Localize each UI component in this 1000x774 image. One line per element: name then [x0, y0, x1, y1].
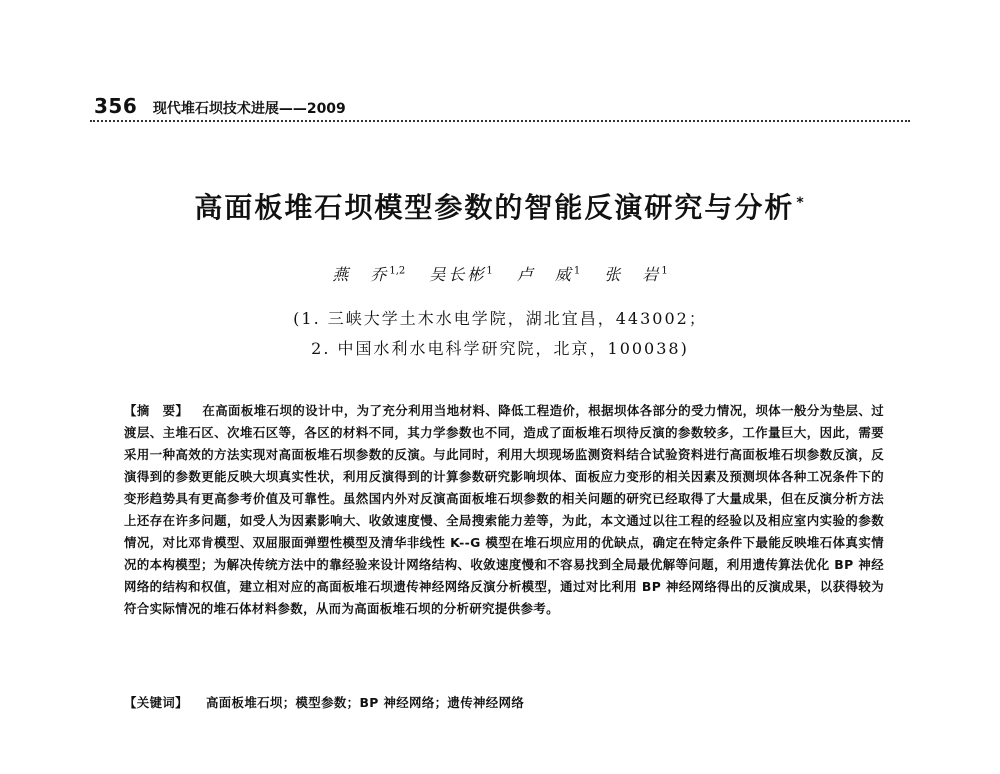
affiliation-2: 2. 中国水利水电科学研究院，北京，100038)	[311, 339, 689, 358]
journal-title: 现代堆石坝技术进展——2009	[152, 101, 346, 117]
author-name: 卢 威	[516, 265, 574, 284]
running-header	[94, 94, 914, 118]
author-list	[0, 262, 1000, 285]
keywords-text: 高面板堆石坝；模型参数；BP 神经网络；遗传神经网络	[205, 695, 525, 710]
author-name: 张 岩	[604, 265, 662, 284]
author-name: 燕 乔	[332, 265, 390, 284]
keywords	[124, 692, 884, 714]
title-footnote-mark: *	[796, 194, 806, 211]
author	[517, 265, 580, 284]
abstract-text: 在高面板堆石坝的设计中，为了充分利用当地材料、降低工程造价，根据坝体各部分的受力情况，坝体一般分为垫层、过渡层、主堆石区、次堆石区等，各区的材料不同，其力学参数也不同，造成了面板堆石坝待反演的参数较多，工作量巨大，因此，需要采用一种高效的方法实现对高面板堆石坝参数的反演。与此同时，利用大坝现场监测资料结合试验资料进行高面板堆石坝参数反演，反演得到的参数更能反映大坝真实性状，利用反演得到的计算参数研究影响坝体、面板应力变形的相关因素及预测坝体各种工况条件下的变形趋势具有更高参考价值及可靠性。虽然国内外对反演高面板堆石坝参数的相关问题的研究已经取得了大量成果，但在反演分析方法上还存在许多问题，如受人为因素影响大、收敛速度慢、全局搜索能力差等，为此，本文通过以往工程的经验以及相应室内实验的参数情况，对比邓肯模型、双屈服面弹塑性模型及清华非线性 K--G 模型在堆石坝应用的优缺点，确定在特定条件下最能反映堆石体真实情况的本构模型；为解决传统方法中的靠经验来设计网络结构、收敛速度慢和不容易找到全局最优解等问题，利用遗传算法优化 BP 神经网络的结构和权值，建立相对应的高面板堆石坝遗传神经网络反演分析模型，通过对比利用 BP 神经网络得出的反演成果，以获得较为符合实际情况的堆石体材料参数，从而为高面板堆石坝的分析研究提供参考。	[124, 403, 885, 616]
author	[429, 265, 492, 284]
author-affiliation-mark: 1	[661, 265, 668, 277]
author	[604, 265, 667, 284]
header-divider	[90, 120, 910, 122]
affiliation-1: (1. 三峡大学土木水电学院，湖北宜昌，443002；	[293, 309, 707, 328]
abstract-label: 【摘 要】	[124, 403, 189, 418]
paper-title-text: 高面板堆石坝模型参数的智能反演研究与分析	[194, 191, 795, 224]
author-affiliation-mark: 1	[486, 265, 493, 277]
author-affiliation-mark: 1,2	[389, 265, 406, 277]
abstract	[124, 400, 884, 620]
author	[332, 265, 405, 284]
author-name: 吴长彬	[429, 265, 487, 284]
page-number: 356	[94, 94, 138, 118]
keywords-label: 【关键词】	[124, 695, 188, 710]
author-affiliation-mark: 1	[573, 265, 581, 277]
paper-title	[0, 186, 1000, 226]
